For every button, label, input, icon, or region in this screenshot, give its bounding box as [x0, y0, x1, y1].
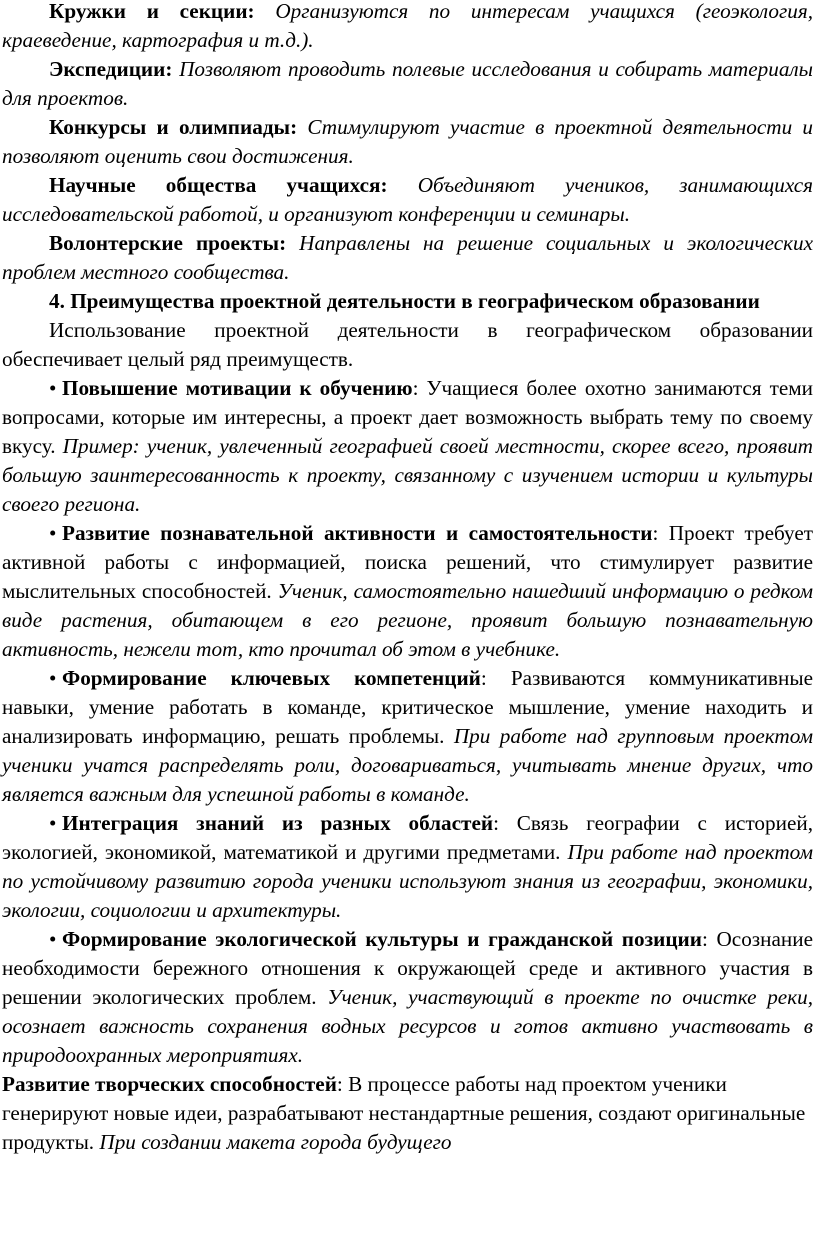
- list-item-separator: :: [412, 376, 419, 400]
- list-item-text: Учащиеся более охотно занимаются теми вопросами, которые им интересны, а проект дает возможность выбрать тему по своему вкусу.: [2, 376, 813, 458]
- list-item-separator: :: [480, 666, 487, 690]
- definition-paragraph: [2, 55, 813, 113]
- list-item-separator: :: [701, 927, 708, 951]
- bullet-icon: •: [49, 927, 57, 951]
- list-item-term: Формирование ключевых компетенций: [62, 666, 481, 690]
- closing-text: В процессе работы над проектом ученики генерируют новые идеи, разрабатывают нестандартные решения, создают оригинальные продукты.: [2, 1072, 806, 1154]
- list-item-separator: :: [652, 521, 659, 545]
- list-item-separator: :: [493, 811, 499, 835]
- list-item-text: Осознание необходимости бережного отношения к окружающей среде и активного участия в решении экологических проблем.: [2, 927, 813, 1009]
- closing-example: При создании макета города будущего: [99, 1130, 452, 1154]
- definition-text: Организуются по интересам учащихся (геоэкология, краеведение, картография и т.д.).: [2, 0, 814, 52]
- definition-paragraph: [2, 171, 813, 229]
- bullet-icon: •: [49, 666, 57, 690]
- list-item: [2, 519, 813, 664]
- definition-paragraph: [2, 0, 813, 55]
- list-item-term: Интеграция знаний из разных областей: [62, 811, 494, 835]
- list-item: [2, 925, 813, 1070]
- list-item-term: Повышение мотивации к обучению: [62, 376, 413, 400]
- closing-paragraph: [2, 1070, 813, 1157]
- definition-term: Экспедиции:: [49, 57, 173, 81]
- closing-term: Развитие творческих способностей: [2, 1072, 337, 1096]
- list-item-example: Пример: ученик, увлеченный географией своей местности, скорее всего, проявит большую заинтересованность к проекту, связанному с изучением истории и культуры своего региона.: [2, 434, 813, 516]
- definition-term: Научные общества учащихся:: [49, 173, 388, 197]
- definition-paragraph: [2, 229, 813, 287]
- list-item-text: Развиваются коммуникативные навыки, умение работать в команде, критическое мышление, умение находить и анализировать информацию, решать проблемы.: [2, 666, 813, 748]
- list-item: [2, 664, 813, 809]
- closing-separator: :: [336, 1072, 343, 1096]
- list-item-example: При работе над проектом по устойчивому развитию города ученики используют знания из географии, экономики, экологии, социологии и архитектуры.: [2, 840, 813, 922]
- section-intro: Использование проектной деятельности в географическом образовании обеспечивает целый ряд преимуществ.: [2, 318, 813, 371]
- bullet-icon: •: [49, 521, 57, 545]
- list-item-text: Связь географии с историей, экологией, экономикой, математикой и другими предметами.: [2, 811, 813, 864]
- bullet-icon: •: [49, 811, 57, 835]
- definition-paragraph: [2, 113, 813, 171]
- list-item-term: Развитие познавательной активности и самостоятельности: [62, 521, 653, 545]
- definition-term: Волонтерские проекты:: [49, 231, 287, 255]
- list-item-example: Ученик, участвующий в проекте по очистке реки, осознает важность сохранения водных ресурсов и готов активно участвовать в природоохранных мероприятиях.: [2, 985, 814, 1067]
- list-item-example: Ученик, самостоятельно нашедший информацию о редком виде растения, обитающем в его регионе, проявит большую познавательную активность, нежели тот, кто прочитал об этом в учебнике.: [2, 579, 814, 661]
- definition-term: Конкурсы и олимпиады:: [49, 115, 298, 139]
- bullet-icon: •: [49, 376, 57, 400]
- definition-text: Направлены на решение социальных и экологических проблем местного сообщества.: [2, 231, 814, 284]
- definition-term: Кружки и секции:: [49, 0, 255, 23]
- section-heading: [2, 287, 813, 316]
- definition-text: Стимулируют участие в проектной деятельности и позволяют оценить свои достижения.: [2, 115, 813, 168]
- definition-text: Объединяют учеников, занимающихся исследовательской работой, и организуют конференции и семинары.: [2, 173, 814, 226]
- definition-text: Позволяют проводить полевые исследования и собирать материалы для проектов.: [2, 57, 813, 110]
- list-item-term: Формирование экологической культуры и гражданской позиции: [62, 927, 702, 951]
- section-heading-text: 4. Преимущества проектной деятельности в географическом образовании: [49, 289, 760, 313]
- document-body: [2, 0, 813, 1157]
- list-item-example: При работе над групповым проектом ученики учатся распределять роли, договариваться, учитывать мнение других, что является важным для успешной работы в команде.: [2, 724, 814, 806]
- list-item-text: Проект требует активной работы с информацией, поиска решений, что стимулирует развитие мыслительных способностей.: [2, 521, 813, 603]
- list-item: [2, 374, 813, 519]
- list-item: [2, 809, 813, 925]
